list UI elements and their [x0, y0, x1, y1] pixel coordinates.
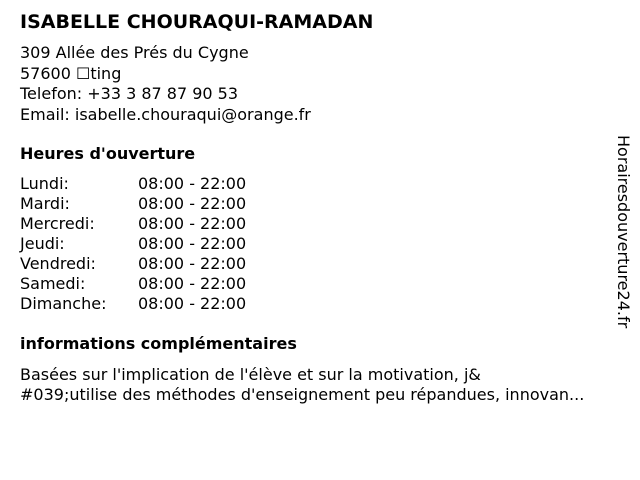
hours-day: Samedi:	[20, 274, 86, 293]
hours-day: Vendredi:	[20, 254, 96, 273]
info-heading: informations complémentaires	[20, 334, 297, 353]
hours-time: 08:00 - 22:00	[138, 214, 247, 233]
hours-time: 08:00 - 22:00	[138, 254, 247, 273]
hours-row-thursday	[20, 234, 246, 254]
info-line: Basées sur l'implication de l'élève et sur la motivation, j&	[20, 365, 481, 384]
hours-row-sunday	[20, 294, 246, 314]
hours-row-tuesday	[20, 194, 246, 214]
hours-day: Mercredi:	[20, 214, 95, 233]
hours-row-saturday	[20, 274, 246, 294]
site-watermark: Horairesdouverture24.fr	[614, 135, 633, 329]
hours-table	[20, 174, 246, 314]
hours-day: Jeudi:	[20, 234, 65, 253]
hours-time: 08:00 - 22:00	[138, 294, 247, 313]
contact-block	[20, 43, 311, 125]
phone-line: Telefon: +33 3 87 87 90 53	[20, 84, 239, 103]
hours-heading: Heures d'ouverture	[20, 144, 196, 163]
hours-row-wednesday	[20, 214, 246, 234]
hours-day: Mardi:	[20, 194, 70, 213]
hours-row-monday	[20, 174, 246, 194]
address-city: 57600 ☐ting	[20, 63, 122, 83]
hours-time: 08:00 - 22:00	[138, 234, 247, 253]
hours-time: 08:00 - 22:00	[138, 194, 247, 213]
address-street: 309 Allée des Prés du Cygne	[20, 43, 249, 62]
business-name: ISABELLE CHOURAQUI-RAMADAN	[20, 11, 374, 33]
info-description	[20, 365, 632, 405]
hours-row-friday	[20, 254, 246, 274]
hours-day: Lundi:	[20, 174, 69, 193]
hours-time: 08:00 - 22:00	[138, 274, 247, 293]
hours-time: 08:00 - 22:00	[138, 174, 247, 193]
info-line: #039;utilise des méthodes d'enseignement peu répandues, innovan...	[20, 385, 585, 404]
hours-day: Dimanche:	[20, 294, 107, 313]
email-line: Email: isabelle.chouraqui@orange.fr	[20, 104, 311, 124]
